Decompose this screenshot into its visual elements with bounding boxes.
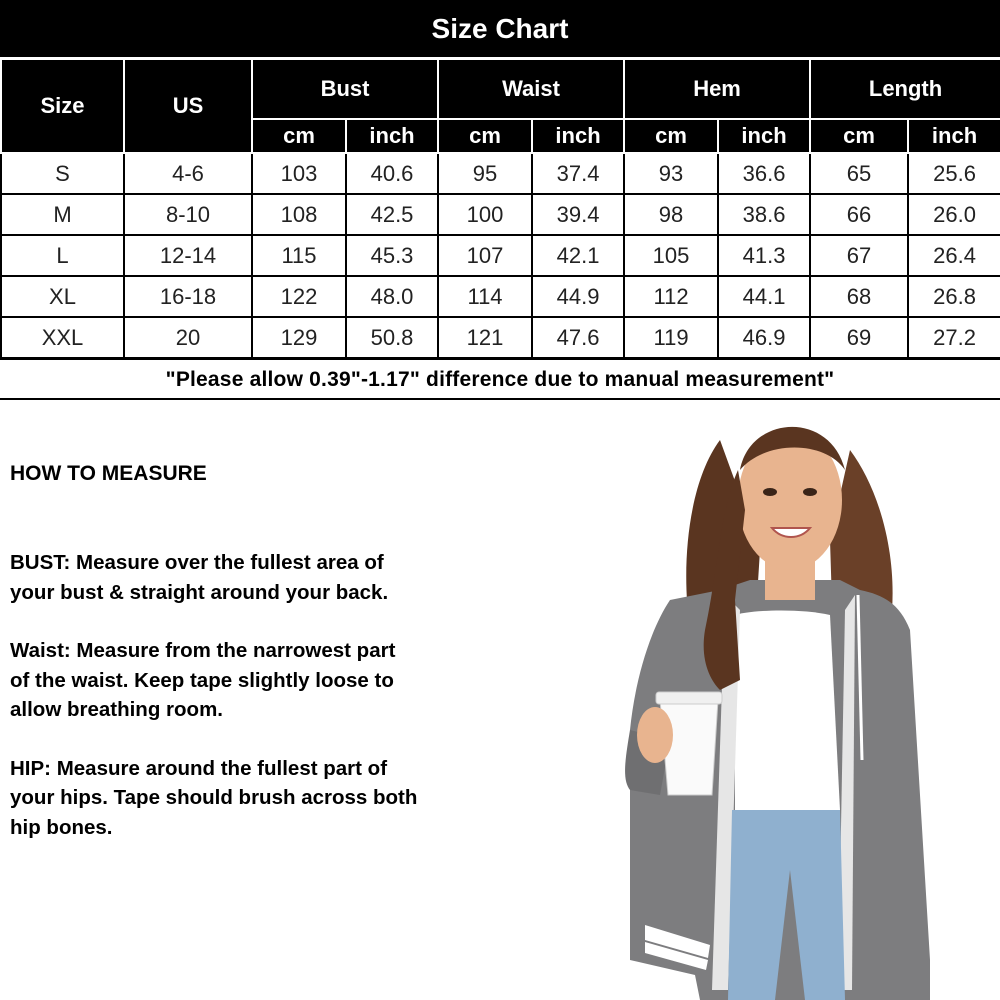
- table-cell: 36.6: [718, 153, 810, 194]
- table-cell: XL: [1, 276, 124, 317]
- table-row: [1, 194, 1000, 235]
- table-cell: 93: [624, 153, 718, 194]
- table-row: [1, 276, 1000, 317]
- table-cell: 27.2: [908, 317, 1000, 359]
- table-cell: 12-14: [124, 235, 252, 276]
- table-row: [1, 317, 1000, 359]
- how-to-measure-heading: HOW TO MEASURE: [10, 462, 207, 485]
- table-cell: 20: [124, 317, 252, 359]
- table-cell: 129: [252, 317, 346, 359]
- header-waist: Waist: [438, 59, 624, 119]
- table-cell: 108: [252, 194, 346, 235]
- table-cell: 8-10: [124, 194, 252, 235]
- table-cell: 26.0: [908, 194, 1000, 235]
- table-cell: 44.9: [532, 276, 624, 317]
- model-photo: [600, 400, 1000, 1000]
- table-cell: 95: [438, 153, 532, 194]
- table-cell: 112: [624, 276, 718, 317]
- size-chart-table: [0, 58, 1000, 360]
- table-cell: 66: [810, 194, 908, 235]
- measurement-note: "Please allow 0.39"-1.17" difference due to manual measurement": [0, 362, 1000, 400]
- table-cell: L: [1, 235, 124, 276]
- table-cell: 40.6: [346, 153, 438, 194]
- hand: [637, 707, 673, 763]
- table-cell: 119: [624, 317, 718, 359]
- unit-cm: cm: [252, 119, 346, 153]
- table-cell: 68: [810, 276, 908, 317]
- header-length: Length: [810, 59, 1000, 119]
- table-cell: 39.4: [532, 194, 624, 235]
- table-cell: 26.8: [908, 276, 1000, 317]
- header-us: US: [124, 59, 252, 153]
- table-cell: 69: [810, 317, 908, 359]
- table-row: [1, 235, 1000, 276]
- table-cell: 4-6: [124, 153, 252, 194]
- table-cell: 115: [252, 235, 346, 276]
- hip-instruction: HIP: Measure around the fullest part of your hips. Tape should brush across both hip bones.: [10, 756, 418, 839]
- unit-cm: cm: [810, 119, 908, 153]
- unit-inch: inch: [532, 119, 624, 153]
- table-cell: 47.6: [532, 317, 624, 359]
- how-to-measure-section: [10, 462, 480, 871]
- table-cell: 100: [438, 194, 532, 235]
- table-cell: 16-18: [124, 276, 252, 317]
- table-cell: 44.1: [718, 276, 810, 317]
- table-cell: 37.4: [532, 153, 624, 194]
- table-cell: 98: [624, 194, 718, 235]
- table-cell: 114: [438, 276, 532, 317]
- table-cell: 67: [810, 235, 908, 276]
- unit-cm: cm: [438, 119, 532, 153]
- header-size: Size: [1, 59, 124, 153]
- table-cell: 105: [624, 235, 718, 276]
- table-cell: 42.1: [532, 235, 624, 276]
- unit-inch: inch: [908, 119, 1000, 153]
- table-cell: 48.0: [346, 276, 438, 317]
- table-cell: 121: [438, 317, 532, 359]
- table-row: [1, 153, 1000, 194]
- table-cell: XXL: [1, 317, 124, 359]
- table-cell: M: [1, 194, 124, 235]
- table-cell: 103: [252, 153, 346, 194]
- unit-inch: inch: [346, 119, 438, 153]
- table-cell: 107: [438, 235, 532, 276]
- unit-cm: cm: [624, 119, 718, 153]
- bust-instruction: BUST: Measure over the fullest area of your bust & straight around your back.: [10, 551, 389, 604]
- table-cell: 25.6: [908, 153, 1000, 194]
- header-bust: Bust: [252, 59, 438, 119]
- header-hem: Hem: [624, 59, 810, 119]
- table-cell: 46.9: [718, 317, 810, 359]
- table-cell: 45.3: [346, 235, 438, 276]
- table-cell: 122: [252, 276, 346, 317]
- table-cell: 50.8: [346, 317, 438, 359]
- table-cell: 65: [810, 153, 908, 194]
- table-cell: 26.4: [908, 235, 1000, 276]
- unit-inch: inch: [718, 119, 810, 153]
- table-cell: 38.6: [718, 194, 810, 235]
- table-cell: S: [1, 153, 124, 194]
- table-cell: 41.3: [718, 235, 810, 276]
- table-cell: 42.5: [346, 194, 438, 235]
- size-chart-title: Size Chart: [0, 0, 1000, 57]
- waist-instruction: Waist: Measure from the narrowest part of the waist. Keep tape slightly loose to allow breathing room.: [10, 639, 396, 721]
